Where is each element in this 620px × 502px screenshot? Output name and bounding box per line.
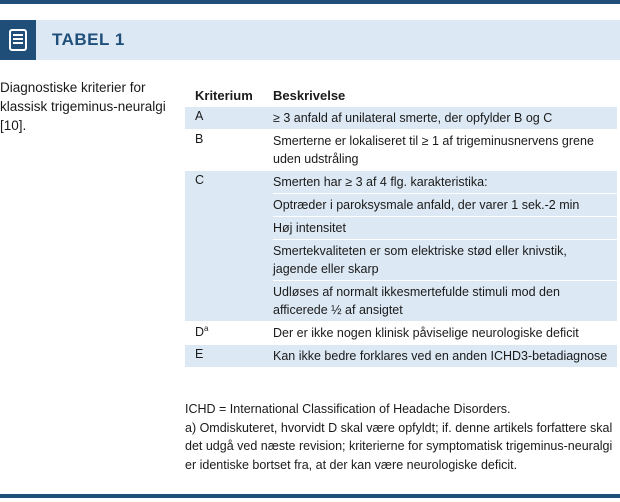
table-footnotes [185,400,617,474]
table-row [185,170,617,321]
criterion-cell: B [195,132,204,146]
criterion-cell [185,322,273,344]
column-header-criterion: Kriterium [195,87,253,103]
bottom-rule [0,494,620,498]
column-header-description: Beskrivelse [273,87,346,103]
top-rule [0,0,620,4]
description-cell: Der er ikke nogen klinisk påviselige neurologiske deficit [273,326,579,340]
criterion-cell: C [195,173,205,187]
table-row [185,106,617,129]
table-row [185,344,617,367]
criterion-cell: E [195,347,204,361]
description-cell: ≥ 3 anfald af unilateral smerte, der opfylder B og C [273,111,553,125]
description-cell: Smerten har ≥ 3 af 4 flg. karakteristika: [273,175,488,189]
sub-criterion: Optræder i paroksysmale anfald, der varer 1 sek.-2 min [273,193,617,216]
criterion-cell: A [195,109,204,123]
table-row [185,321,617,344]
sub-criterion: Høj intensitet [273,216,617,239]
sub-criterion: Smertekvaliteten er som elektriske stød eller knivstik, jagende eller skarp [273,239,617,280]
sub-criterion: Udløses af normalt ikkesmertefulde stimuli mod den afficerede ½ af ansigtet [273,280,617,321]
document-list-icon [9,29,27,51]
table-caption: Diagnostiske kriterier for klassisk trigeminus-neuralgi [10]. [0,80,166,133]
description-cell: Kan ikke bedre forklares ved en anden ICHD3-betadiagnose [273,349,608,363]
description-cell: Smerterne er lokaliseret til ≥ 1 af trigeminusnervens grene uden udstråling [273,134,594,166]
table-row [185,129,617,170]
table-header-row [185,84,617,106]
header-icon-box [0,20,36,60]
criterion-letter: D [195,325,205,340]
footnote-abbreviation: ICHD = International Classification of Headache Disorders. [185,402,511,416]
footnote-a: a) Omdiskuteret, hvorvidt D skal være opfyldt; if. denne artikels forfattere skal det udgå ved næste revision; kriterierne for symptomatisk trigeminus-neuralgi er identiske bortset fra, at der kan være neurologiske deficit. [185,420,613,472]
footnote-marker: a [204,324,209,333]
criteria-table [185,84,617,367]
table-title: TABEL 1 [52,30,125,49]
